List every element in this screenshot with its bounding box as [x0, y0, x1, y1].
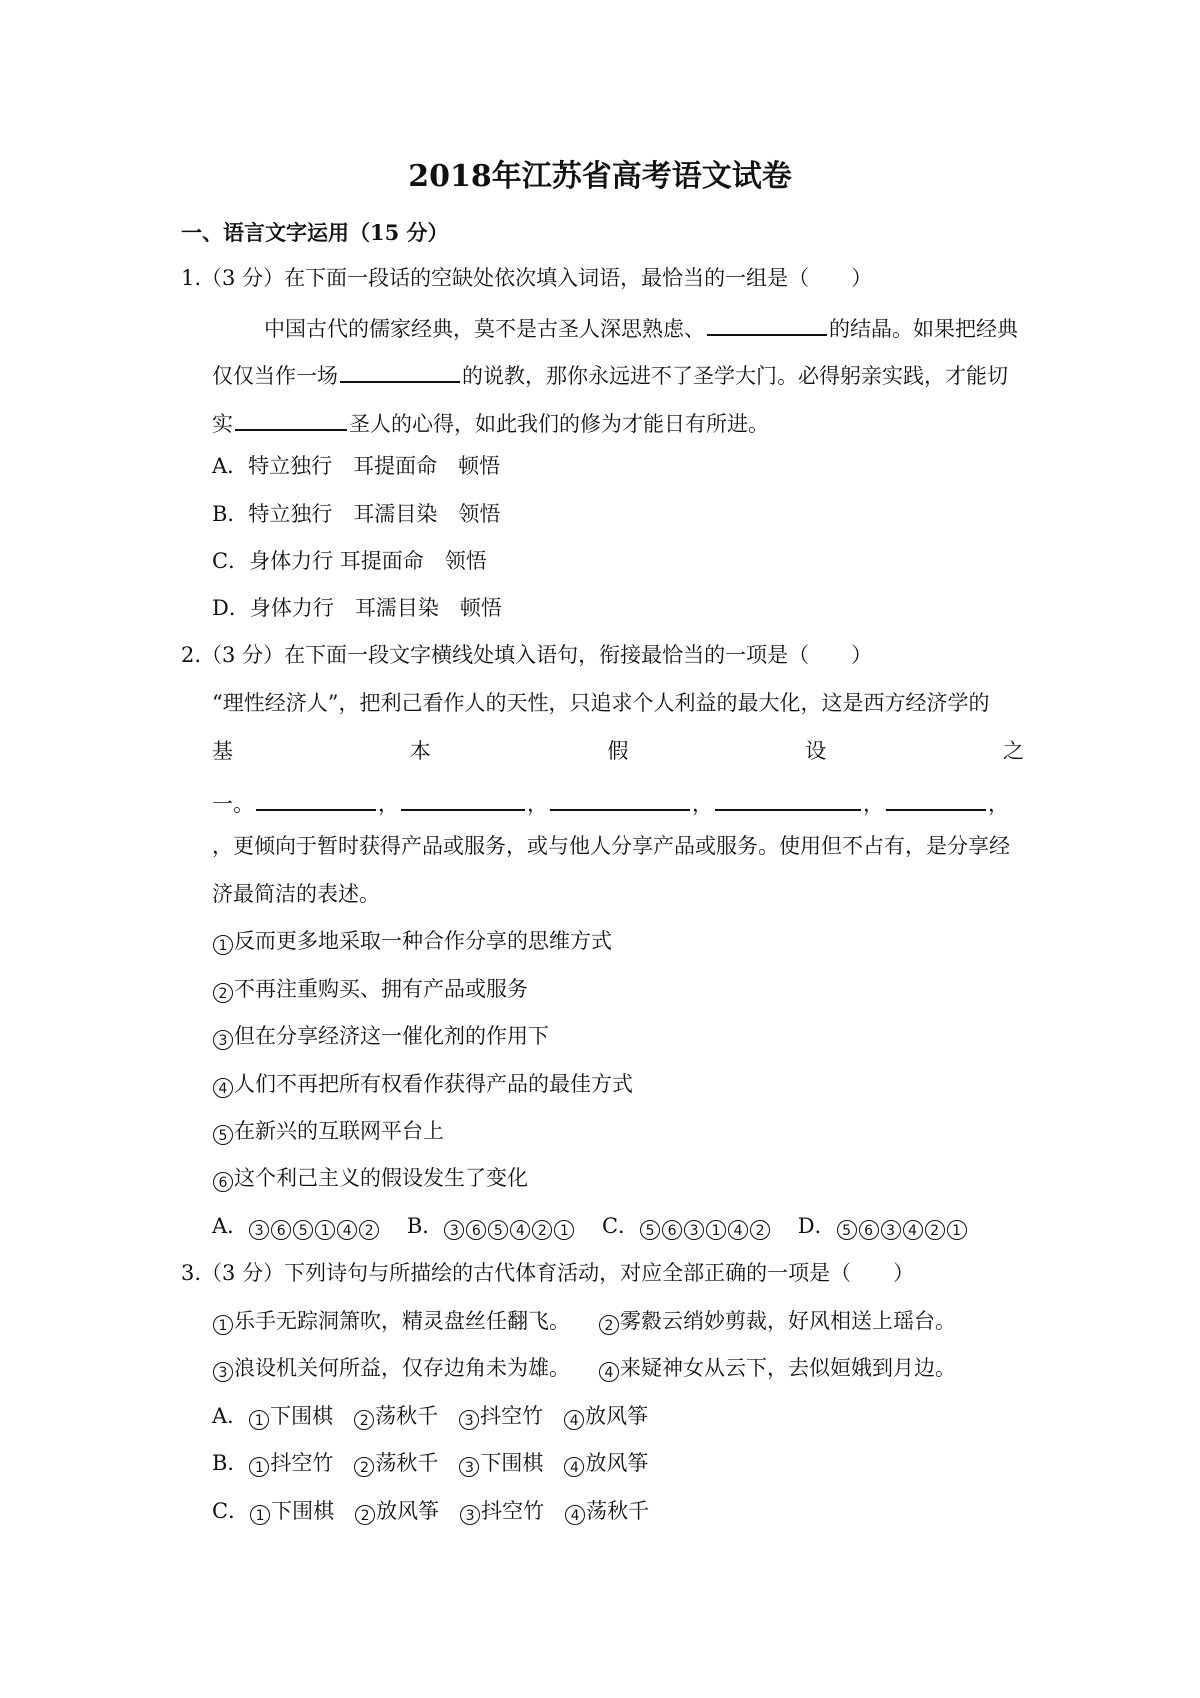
- question-3-option-c: C． 1 下围棋 2 放风筝 3 抖空竹 4 荡秋千: [212, 1499, 650, 1524]
- option-d: D． 5 6 3 4 2 1: [798, 1214, 968, 1238]
- question-3-poems-line-2: 3 浪设机关何所益，仅存边角未为雄。 4 来疑神女从云下，去似姮娥到月边。: [212, 1358, 956, 1382]
- question-2-passage-line-4: ，更倾向于暂时获得产品或服务，或与他人分享产品或服务。使用但不占有，是分享经: [212, 834, 1010, 858]
- circled-number: 6: [213, 1172, 233, 1192]
- circled-number: 4: [599, 1362, 619, 1382]
- question-2-item-5: 5 在新兴的互联网平台上: [212, 1121, 444, 1145]
- circled-number: 1: [213, 1315, 233, 1335]
- question-2-passage-line-2: [212, 741, 1024, 762]
- circled-number: 2: [213, 983, 233, 1003]
- spread-char: 设: [805, 739, 827, 763]
- section-heading: 一、语言文字运用（15 分）: [181, 220, 449, 245]
- question-2-item-1: 1 反而更多地采取一种合作分享的思维方式: [212, 931, 612, 955]
- question-3-option-b: B． 1 抖空竹 2 荡秋千 3 下围棋 4 放风筝: [212, 1451, 649, 1476]
- answer-blank: [340, 361, 460, 383]
- circled-number: 3: [213, 1030, 233, 1050]
- question-2-options: [212, 1216, 968, 1240]
- answer-blank: [715, 789, 861, 811]
- circled-number: 4: [213, 1078, 233, 1098]
- question-2-item-2: 2 不再注重购买、拥有产品或服务: [212, 979, 528, 1003]
- circled-number: 3: [213, 1362, 233, 1382]
- circled-number: 1: [213, 935, 233, 955]
- option-b: B． 3 6 5 4 2 1: [407, 1214, 575, 1238]
- question-2-item-3: 3 但在分享经济这一催化剂的作用下: [212, 1026, 549, 1050]
- option-a: A． 3 6 5 1 4 2: [212, 1214, 380, 1238]
- circled-number: 5: [213, 1125, 233, 1145]
- question-3-stem: 3.（3 分）下列诗句与所描绘的古代体育活动，对应全部正确的一项是（ ）: [181, 1261, 915, 1285]
- answer-blank: [235, 409, 347, 431]
- spread-char: 基: [212, 739, 233, 763]
- question-2-passage-line-5: 济最简洁的表述。: [212, 882, 380, 906]
- question-1-passage-line-3: 实 圣人的心得，如此我们的修为才能日有所进。: [212, 409, 769, 435]
- spread-char: 假: [607, 739, 629, 763]
- question-3-poems-line-1: 1 乐手无踪洞箫吹，精灵盘丝任翻飞。 2 雾縠云绡妙剪裁，好风相送上瑶台。: [212, 1311, 956, 1335]
- question-1-passage-line-2: 仅仅当作一场 的说教，那你永远进不了圣学大门。必得躬亲实践，才能切: [212, 361, 1008, 387]
- question-2-item-6: 6 这个利己主义的假设发生了变化: [212, 1168, 528, 1192]
- answer-blank: [401, 789, 525, 811]
- question-1-stem: 1.（3 分）在下面一段话的空缺处依次填入词语，最恰当的一组是（ ）: [181, 266, 873, 290]
- question-1-passage-line-1: 中国古代的儒家经典，莫不是古圣人深思熟虑、 的结晶。如果把经典: [264, 314, 1018, 340]
- question-2-passage-line-1: “理性经济人”，把利己看作人的天性，只追求个人利益的最大化，这是西方经济学的: [212, 691, 990, 715]
- question-2-item-4: 4 人们不再把所有权看作获得产品的最佳方式: [212, 1074, 633, 1098]
- page-title: 2018年江苏省高考语文试卷: [408, 159, 792, 194]
- question-3-option-a: A． 1 下围棋 2 荡秋千 3 抖空竹 4 放风筝: [212, 1404, 649, 1429]
- spread-char: 之: [1003, 739, 1024, 763]
- question-1-option-d: D．身体力行 耳濡目染 顿悟: [212, 596, 502, 620]
- question-2-blanks-line: 一。 ， ， ， ， ，: [212, 789, 1009, 815]
- question-1-option-c: C．身体力行 耳提面命 领悟: [212, 549, 487, 573]
- answer-blank: [256, 789, 376, 811]
- answer-blank: [707, 314, 827, 336]
- question-1-option-b: B．特立独行 耳濡目染 领悟: [212, 502, 501, 526]
- option-c: C． 5 6 3 1 4 2: [602, 1214, 771, 1238]
- answer-blank: [886, 789, 986, 811]
- answer-blank: [550, 789, 690, 811]
- circled-number: 2: [599, 1315, 619, 1335]
- question-1-option-a: A．特立独行 耳提面命 顿悟: [212, 454, 501, 478]
- question-2-stem: 2.（3 分）在下面一段文字横线处填入语句，衔接最恰当的一项是（ ）: [181, 643, 873, 667]
- spread-char: 本: [409, 739, 431, 763]
